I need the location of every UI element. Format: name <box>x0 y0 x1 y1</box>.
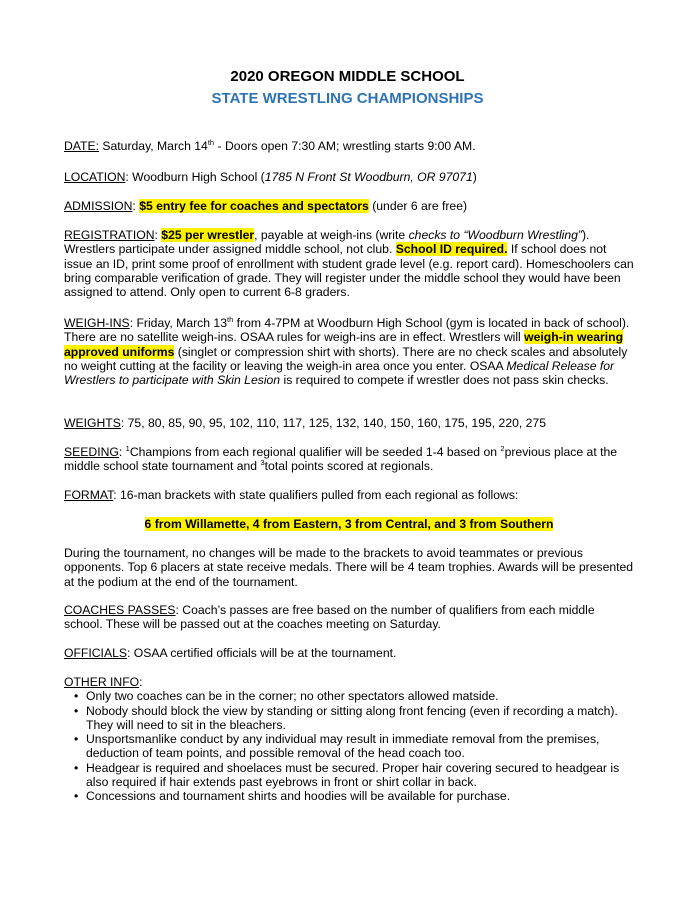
weighins-medical-release: Medical Release for Wrestlers to participate with Skin Lesion <box>64 358 615 388</box>
seeding-section <box>64 445 634 474</box>
document-subtitle: STATE WRESTLING CHAMPIONSHIPS <box>211 90 484 107</box>
format-regional-allocation <box>64 517 634 531</box>
format-label: FORMAT <box>64 488 114 502</box>
officials-section <box>64 646 634 660</box>
list-item-text: Unsportsmanlike conduct by any individual may result in immediate removal from the premises, deduction of team points, and possible removal of the head coach too. <box>86 732 600 761</box>
location-address: 1785 N Front St Woodburn, OR 97071 <box>264 170 473 184</box>
bullet-icon: • <box>74 689 79 704</box>
weighins-text-4: is required to compete if wrestler does not pass skin checks. <box>280 373 609 388</box>
list-item-text: Concessions and tournament shirts and hoodies will be available for purchase. <box>86 789 511 804</box>
registration-text: : <box>154 228 162 242</box>
seeding-sup-2: 2 <box>500 443 505 453</box>
registration-payee: checks to “Woodburn Wrestling” <box>408 228 582 242</box>
admission-text: : <box>132 199 140 213</box>
coaches-passes-label: COACHES PASSES <box>64 603 176 617</box>
location-section <box>64 170 634 184</box>
seeding-text-2: Champions from each regional qualifier will be seeded 1-4 based on <box>129 445 501 459</box>
weights-section <box>64 416 634 430</box>
other-info-section <box>64 675 634 804</box>
list-item-text: Only two coaches can be in the corner; no other spectators allowed matside. <box>86 689 499 704</box>
location-label: LOCATION <box>64 170 126 184</box>
weighins-uniform-highlight: weigh-in wearing approved uniforms <box>64 330 624 359</box>
format-allocation-highlight: 6 from Willamette, 4 from Eastern, 3 from Central, and 3 from Southern <box>144 517 554 531</box>
list-item <box>64 689 634 703</box>
seeding-label: SEEDING <box>64 445 119 459</box>
registration-id-highlight: School ID required. <box>395 242 508 257</box>
location-text: : Woodburn High School ( <box>125 170 265 184</box>
list-item-text: Nobody should block the view by standing or sitting along front fencing (even if recording a match). They will need to sit in the bleachers. <box>86 703 618 732</box>
weights-label: WEIGHTS <box>64 416 121 430</box>
registration-fee-highlight: $25 per wrestler <box>161 228 255 242</box>
admission-text-rest: (under 6 are free) <box>368 199 468 213</box>
tournament-rules: During the tournament, no changes will be made to the brackets to avoid teammates or previous opponents. Top 6 placers at state receive medals. There will be 4 team trophies. Awards will be presented at the podium at the end of the tournament. <box>64 546 634 589</box>
other-info-list <box>64 689 634 803</box>
seeding-text-3: previous place at the middle school state tournament and <box>64 445 618 474</box>
list-item <box>64 789 634 803</box>
other-info-colon: : <box>139 675 143 689</box>
other-info-label: OTHER INFO <box>64 675 140 689</box>
seeding-sup-1: 1 <box>125 443 130 453</box>
seeding-text-4: total points scored at regionals. <box>264 459 434 474</box>
weighins-section <box>64 316 634 387</box>
coaches-passes-text: : Coach’s passes are free based on the number of qualifiers from each middle school. These will be passed out at the coaches meeting on Saturday. <box>64 603 595 632</box>
registration-text-3: ). Wrestlers participate under assigned middle school, not club. <box>64 228 590 257</box>
registration-label: REGISTRATION <box>64 228 155 242</box>
list-item <box>64 761 634 790</box>
seeding-sup-3: 3 <box>260 458 265 468</box>
weighins-text: : Friday, March 13 <box>129 316 227 330</box>
weights-list: : 75, 80, 85, 90, 95, 102, 110, 117, 125, 132, 140, 150, 160, 175, 195, 220, 275 <box>120 416 546 430</box>
officials-text: : OSAA certified officials will be at the tournament. <box>126 646 397 660</box>
date-section <box>64 139 634 153</box>
bullet-icon: • <box>74 732 79 747</box>
weighins-text-3: (singlet or compression shirt with shorts). There are no check scales and absolutely no weight cutting at the facility or leaving the weigh-in area once you enter. OSAA <box>64 344 628 373</box>
weighins-text-2: from 4-7PM at Woodburn High School (gym is located in back of school). There are no satellite weigh-ins. OSAA rules for weigh-ins are in effect. Wrestlers will <box>64 316 630 345</box>
admission-highlight: $5 entry fee for coaches and spectators <box>139 199 369 213</box>
officials-label: OFFICIALS <box>64 646 127 660</box>
date-text: Saturday, March 14 <box>99 139 208 153</box>
date-label: DATE: <box>64 139 99 153</box>
weighins-label: WEIGH-INS <box>64 316 130 330</box>
weighins-superscript: th <box>227 314 234 324</box>
admission-section <box>64 199 634 213</box>
other-info-heading <box>64 675 634 689</box>
list-item <box>64 732 634 761</box>
list-item <box>64 704 634 733</box>
bullet-icon: • <box>74 703 79 718</box>
document-title: 2020 OREGON MIDDLE SCHOOL <box>230 68 465 85</box>
bullet-icon: • <box>74 760 79 775</box>
date-text-rest: - Doors open 7:30 AM; wrestling starts 9:00 AM. <box>214 139 476 153</box>
registration-section <box>64 228 634 299</box>
date-superscript: th <box>207 137 215 147</box>
format-section <box>64 488 634 502</box>
admission-label: ADMISSION <box>64 199 133 213</box>
registration-text-2: , payable at weigh-ins (write <box>254 228 409 242</box>
format-text: : 16-man brackets with state qualifiers pulled from each regional as follows: <box>113 488 519 502</box>
location-text-end: ) <box>472 170 477 184</box>
list-item-text: Headgear is required and shoelaces must be secured. Proper hair covering secured to headgear is also required if hair extends past eyebrows in front or shirt collar in back. <box>86 760 620 790</box>
registration-text-4: If school does not issue an ID, print some proof of enrollment with student grade level (e.g. report card). Homeschoolers can bring comparable verification of grade. They will register under the middle school they would have been assigned to attend. Only open to current 6-8 graders. <box>64 242 634 300</box>
seeding-text: : <box>118 445 126 459</box>
bullet-icon: • <box>74 789 79 804</box>
coaches-passes-section <box>64 603 634 632</box>
